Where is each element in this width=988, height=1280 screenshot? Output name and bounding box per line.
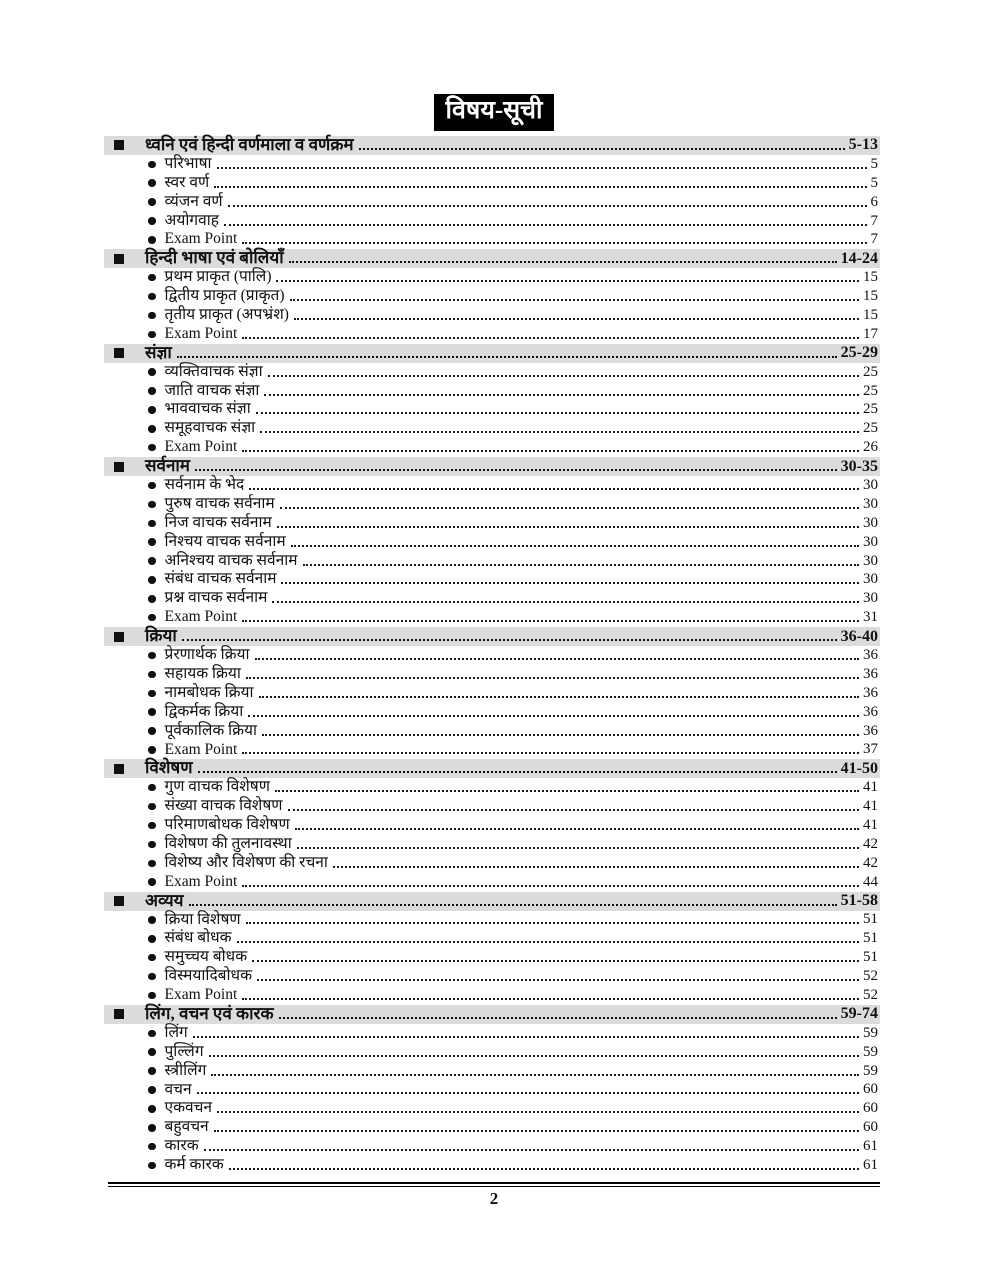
circle-bullet-icon xyxy=(148,501,156,509)
toc-section-row xyxy=(104,344,880,363)
toc-item-label: द्वितीय प्राकृत (प्राकृत) xyxy=(164,287,285,305)
toc-item-label: निश्चय वाचक सर्वनाम xyxy=(164,532,286,550)
circle-bullet-icon xyxy=(148,520,156,528)
toc-item-label: व्यंजन वर्ण xyxy=(164,192,223,210)
toc-item-label: पुरुष वाचक सर्वनाम xyxy=(164,494,275,512)
dotted-leader xyxy=(211,1067,859,1076)
circle-bullet-icon xyxy=(148,878,156,886)
toc-item-row xyxy=(104,476,880,495)
toc-item-page: 26 xyxy=(863,439,878,456)
toc-item-page: 51 xyxy=(863,949,878,966)
toc-item-row xyxy=(104,514,880,533)
dotted-leader xyxy=(177,349,837,358)
circle-bullet-icon xyxy=(148,1162,156,1170)
toc-item-page: 36 xyxy=(863,684,878,701)
toc-item-page: 30 xyxy=(863,552,878,569)
dotted-leader xyxy=(224,217,867,226)
toc-item-page: 30 xyxy=(863,476,878,493)
toc-item-label: द्विकर्मक क्रिया xyxy=(164,702,244,720)
toc-item-page: 6 xyxy=(870,193,878,210)
page-title: विषय-सूची xyxy=(434,94,555,131)
toc-item-page: 7 xyxy=(870,231,878,248)
toc-item-row xyxy=(104,854,880,873)
dotted-leader xyxy=(295,821,859,830)
circle-bullet-icon xyxy=(148,708,156,716)
toc-item-row xyxy=(104,552,880,571)
square-bullet-icon xyxy=(114,632,124,642)
toc-item-row xyxy=(104,835,880,854)
toc-item-label: जाति वाचक संज्ञा xyxy=(164,381,260,399)
toc-item-page: 52 xyxy=(863,968,878,985)
table-of-contents xyxy=(104,136,880,1175)
circle-bullet-icon xyxy=(148,406,156,414)
dotted-leader xyxy=(255,651,860,660)
toc-item-page: 30 xyxy=(863,495,878,512)
toc-item-page: 51 xyxy=(863,930,878,947)
toc-item-page: 7 xyxy=(870,212,878,229)
toc-item-row xyxy=(104,174,880,193)
toc-item-page: 30 xyxy=(863,590,878,607)
circle-bullet-icon xyxy=(148,973,156,981)
toc-item-page: 60 xyxy=(863,1119,878,1136)
dotted-leader xyxy=(197,1085,859,1094)
toc-item-page: 36 xyxy=(863,703,878,720)
toc-item-label: सहायक क्रिया xyxy=(164,664,241,682)
square-bullet-icon xyxy=(114,1009,124,1019)
toc-item-page: 41 xyxy=(863,798,878,815)
toc-section-row xyxy=(104,627,880,646)
dotted-leader xyxy=(259,689,860,698)
circle-bullet-icon xyxy=(148,784,156,792)
circle-bullet-icon xyxy=(148,935,156,943)
toc-item-page: 37 xyxy=(863,741,878,758)
dotted-leader xyxy=(333,859,859,868)
circle-bullet-icon xyxy=(148,803,156,811)
toc-item-label: सर्वनाम के भेद xyxy=(164,476,245,494)
dotted-leader xyxy=(217,160,867,169)
toc-item-label: तृतीय प्राकृत (अपभ्रंश) xyxy=(164,306,289,324)
toc-item-row xyxy=(104,382,880,401)
circle-bullet-icon xyxy=(148,690,156,698)
dotted-leader xyxy=(182,632,837,641)
toc-item-page: 15 xyxy=(863,288,878,305)
dotted-leader xyxy=(275,783,859,792)
dotted-leader xyxy=(189,897,837,906)
toc-item-row xyxy=(104,665,880,684)
toc-item-row xyxy=(104,873,880,892)
toc-item-label: कर्म कारक xyxy=(164,1156,224,1174)
dotted-leader xyxy=(242,745,859,754)
toc-item-row xyxy=(104,948,880,967)
toc-section-pages: 59-74 xyxy=(840,1005,878,1023)
toc-section-row xyxy=(104,457,880,476)
toc-item-page: 25 xyxy=(863,401,878,418)
circle-bullet-icon xyxy=(148,1143,156,1151)
dotted-leader xyxy=(228,198,867,207)
toc-item-label: पूर्वकालिक क्रिया xyxy=(164,721,258,739)
toc-item-label: Exam Point xyxy=(164,324,238,342)
toc-item-label: अयोगवाह xyxy=(164,211,219,229)
dotted-leader xyxy=(279,1010,837,1019)
toc-item-page: 25 xyxy=(863,420,878,437)
dotted-leader xyxy=(252,953,859,962)
dotted-leader xyxy=(291,538,859,547)
toc-item-row xyxy=(104,929,880,948)
toc-section-pages: 14-24 xyxy=(840,249,878,267)
toc-item-row xyxy=(104,797,880,816)
dotted-leader xyxy=(359,141,845,150)
toc-item-row xyxy=(104,533,880,552)
toc-item-row xyxy=(104,212,880,231)
circle-bullet-icon xyxy=(148,198,156,206)
toc-item-label: भाववाचक संज्ञा xyxy=(164,400,251,418)
toc-item-row xyxy=(104,608,880,627)
toc-item-label: Exam Point xyxy=(164,438,238,456)
dotted-leader xyxy=(214,1123,859,1132)
circle-bullet-icon xyxy=(148,274,156,282)
circle-bullet-icon xyxy=(148,614,156,622)
toc-item-page: 42 xyxy=(863,854,878,871)
dotted-leader xyxy=(209,1048,859,1057)
circle-bullet-icon xyxy=(148,1086,156,1094)
toc-item-page: 59 xyxy=(863,1043,878,1060)
toc-item-label: लिंग xyxy=(164,1023,188,1041)
toc-item-row xyxy=(104,325,880,344)
toc-item-page: 60 xyxy=(863,1100,878,1117)
toc-item-page: 25 xyxy=(863,382,878,399)
dotted-leader xyxy=(193,1029,859,1038)
circle-bullet-icon xyxy=(148,538,156,546)
toc-item-label: Exam Point xyxy=(164,986,238,1004)
toc-item-label: विस्मयादिबोधक xyxy=(164,967,252,985)
toc-item-page: 30 xyxy=(863,533,878,550)
dotted-leader xyxy=(217,1104,859,1113)
toc-section-title: अव्यय xyxy=(145,890,184,910)
toc-item-label: प्रथम प्राकृत (पालि) xyxy=(164,268,272,286)
toc-item-row xyxy=(104,1137,880,1156)
toc-item-row xyxy=(104,911,880,930)
circle-bullet-icon xyxy=(148,1030,156,1038)
dotted-leader xyxy=(268,368,859,377)
toc-item-page: 15 xyxy=(863,269,878,286)
dotted-leader xyxy=(204,1142,859,1151)
dotted-leader xyxy=(242,330,859,339)
circle-bullet-icon xyxy=(148,652,156,660)
dotted-leader xyxy=(260,424,859,433)
toc-item-page: 59 xyxy=(863,1024,878,1041)
toc-item-page: 52 xyxy=(863,987,878,1004)
dotted-leader xyxy=(257,972,859,981)
circle-bullet-icon xyxy=(148,576,156,584)
dotted-leader xyxy=(242,613,859,622)
circle-bullet-icon xyxy=(148,822,156,830)
toc-section-pages: 36-40 xyxy=(840,627,878,645)
toc-item-row xyxy=(104,722,880,741)
dotted-leader xyxy=(280,500,859,509)
toc-item-label: समूहवाचक संज्ञा xyxy=(164,419,256,437)
toc-item-page: 41 xyxy=(863,779,878,796)
toc-item-row xyxy=(104,230,880,249)
toc-item-row xyxy=(104,1118,880,1137)
dotted-leader xyxy=(246,915,859,924)
toc-item-page: 36 xyxy=(863,646,878,663)
dotted-leader xyxy=(249,481,859,490)
toc-section-title: हिन्दी भाषा एवं बोलियाँ xyxy=(145,248,284,268)
circle-bullet-icon xyxy=(148,1124,156,1132)
toc-item-label: निज वाचक सर्वनाम xyxy=(164,513,272,531)
toc-item-label: Exam Point xyxy=(164,872,238,890)
toc-section-pages: 30-35 xyxy=(840,457,878,475)
toc-section-title: लिंग, वचन एवं कारक xyxy=(145,1003,274,1023)
circle-bullet-icon xyxy=(148,1048,156,1056)
toc-item-label: परिमाणबोधक विशेषण xyxy=(164,816,290,834)
square-bullet-icon xyxy=(114,896,124,906)
title-container xyxy=(0,94,988,131)
toc-section-pages: 41-50 xyxy=(840,759,878,777)
toc-item-row xyxy=(104,1024,880,1043)
toc-item-row xyxy=(104,778,880,797)
circle-bullet-icon xyxy=(148,727,156,735)
circle-bullet-icon xyxy=(148,425,156,433)
circle-bullet-icon xyxy=(148,368,156,376)
toc-item-page: 61 xyxy=(863,1138,878,1155)
toc-section-pages: 5-13 xyxy=(848,136,878,154)
toc-item-label: स्वर वर्ण xyxy=(164,173,210,191)
toc-item-row xyxy=(104,741,880,760)
toc-item-row xyxy=(104,306,880,325)
dotted-leader xyxy=(248,708,859,717)
toc-item-row xyxy=(104,287,880,306)
square-bullet-icon xyxy=(114,462,124,472)
toc-item-label: संख्या वाचक विशेषण xyxy=(164,797,283,815)
toc-item-row xyxy=(104,703,880,722)
dotted-leader xyxy=(246,670,859,679)
circle-bullet-icon xyxy=(148,954,156,962)
toc-item-label: Exam Point xyxy=(164,740,238,758)
toc-item-row xyxy=(104,986,880,1005)
toc-section-row xyxy=(104,249,880,268)
circle-bullet-icon xyxy=(148,312,156,320)
toc-item-row xyxy=(104,1081,880,1100)
toc-item-row xyxy=(104,268,880,287)
dotted-leader xyxy=(195,462,837,471)
toc-item-label: पुल्लिंग xyxy=(164,1042,204,1060)
toc-item-label: कारक xyxy=(164,1137,199,1155)
circle-bullet-icon xyxy=(148,387,156,395)
toc-item-row xyxy=(104,816,880,835)
toc-item-page: 36 xyxy=(863,722,878,739)
dotted-leader xyxy=(303,557,860,566)
toc-section-row xyxy=(104,892,880,911)
toc-item-label: Exam Point xyxy=(164,608,238,626)
toc-section-row xyxy=(104,759,880,778)
dotted-leader xyxy=(264,387,859,396)
dotted-leader xyxy=(198,764,837,773)
dotted-leader xyxy=(272,594,859,603)
toc-item-page: 41 xyxy=(863,817,878,833)
circle-bullet-icon xyxy=(148,1105,156,1113)
toc-section-title: संज्ञा xyxy=(145,342,172,362)
toc-item-page: 59 xyxy=(863,1062,878,1079)
dotted-leader xyxy=(229,1161,859,1170)
dotted-leader xyxy=(256,405,859,414)
dotted-leader xyxy=(277,519,859,528)
dotted-leader xyxy=(297,840,859,849)
circle-bullet-icon xyxy=(148,557,156,565)
toc-item-row xyxy=(104,155,880,174)
dotted-leader xyxy=(242,443,859,452)
toc-section-title: ध्वनि एवं हिन्दी वर्णमाला व वर्णक्रम xyxy=(145,135,354,154)
toc-section-title: क्रिया xyxy=(145,626,177,646)
circle-bullet-icon xyxy=(148,444,156,452)
dotted-leader xyxy=(281,575,859,584)
toc-item-label: विशेषण की तुलनावस्था xyxy=(164,834,292,852)
toc-item-label: क्रिया विशेषण xyxy=(164,910,241,928)
toc-item-page: 61 xyxy=(863,1157,878,1174)
toc-item-row xyxy=(104,419,880,438)
dotted-leader xyxy=(289,254,837,263)
toc-item-page: 51 xyxy=(863,911,878,928)
toc-item-label: प्रेरणार्थक क्रिया xyxy=(164,646,250,664)
circle-bullet-icon xyxy=(148,916,156,924)
footer-divider xyxy=(108,1182,880,1187)
circle-bullet-icon xyxy=(148,671,156,679)
square-bullet-icon xyxy=(114,254,124,264)
toc-item-row xyxy=(104,1062,880,1081)
circle-bullet-icon xyxy=(148,992,156,1000)
circle-bullet-icon xyxy=(148,595,156,603)
circle-bullet-icon xyxy=(148,1067,156,1075)
dotted-leader xyxy=(294,311,859,320)
toc-item-page: 17 xyxy=(863,325,878,342)
toc-item-label: गुण वाचक विशेषण xyxy=(164,778,270,796)
toc-item-label: व्यक्तिवाचक संज्ञा xyxy=(164,362,263,380)
toc-item-page: 44 xyxy=(863,873,878,890)
toc-item-label: नामबोधक क्रिया xyxy=(164,683,254,701)
toc-item-label: स्त्रीलिंग xyxy=(164,1061,207,1079)
circle-bullet-icon xyxy=(148,860,156,868)
toc-item-label: संबंध बोधक xyxy=(164,929,232,947)
toc-item-page: 30 xyxy=(863,514,878,531)
dotted-leader xyxy=(237,934,859,943)
footer-page-number: 2 xyxy=(489,1189,499,1208)
toc-item-row xyxy=(104,363,880,382)
toc-item-label: परिभाषा xyxy=(164,154,212,172)
toc-item-label: समुच्चय बोधक xyxy=(164,948,248,966)
square-bullet-icon xyxy=(114,764,124,774)
dotted-leader xyxy=(242,235,866,244)
toc-item-page: 5 xyxy=(870,155,878,172)
dotted-leader xyxy=(276,273,859,282)
toc-item-page: 25 xyxy=(863,363,878,380)
circle-bullet-icon xyxy=(148,482,156,490)
toc-section-title: सर्वनाम xyxy=(145,456,190,476)
toc-item-label: प्रश्न वाचक सर्वनाम xyxy=(164,589,268,607)
toc-item-row xyxy=(104,589,880,608)
square-bullet-icon xyxy=(114,348,124,358)
circle-bullet-icon xyxy=(148,841,156,849)
toc-section-pages: 51-58 xyxy=(840,892,878,910)
circle-bullet-icon xyxy=(148,179,156,187)
toc-item-row xyxy=(104,495,880,514)
toc-item-label: एकवचन xyxy=(164,1099,213,1117)
toc-item-row xyxy=(104,570,880,589)
circle-bullet-icon xyxy=(148,293,156,301)
toc-item-page: 5 xyxy=(870,174,878,191)
circle-bullet-icon xyxy=(148,331,156,339)
toc-item-row xyxy=(104,967,880,986)
dotted-leader xyxy=(288,802,859,811)
toc-item-page: 15 xyxy=(863,306,878,323)
dotted-leader xyxy=(290,292,860,301)
toc-item-row xyxy=(104,193,880,212)
dotted-leader xyxy=(214,179,866,188)
circle-bullet-icon xyxy=(148,161,156,169)
toc-item-page: 42 xyxy=(863,835,878,852)
toc-item-row xyxy=(104,1043,880,1062)
toc-item-label: Exam Point xyxy=(164,230,238,248)
toc-item-label: अनिश्चय वाचक सर्वनाम xyxy=(164,551,298,569)
toc-section-row xyxy=(104,136,880,155)
toc-item-row xyxy=(104,646,880,665)
toc-item-row xyxy=(104,684,880,703)
toc-item-page: 31 xyxy=(863,609,878,626)
toc-item-row xyxy=(104,1156,880,1175)
toc-item-row xyxy=(104,438,880,457)
circle-bullet-icon xyxy=(148,217,156,225)
toc-section-row xyxy=(104,1005,880,1024)
toc-item-row xyxy=(104,400,880,419)
circle-bullet-icon xyxy=(148,236,156,244)
toc-section-title: विशेषण xyxy=(145,758,193,778)
dotted-leader xyxy=(262,727,859,736)
toc-item-label: वचन xyxy=(164,1080,192,1098)
toc-item-page: 60 xyxy=(863,1081,878,1098)
toc-item-label: बहुवचन xyxy=(164,1118,209,1136)
toc-section-pages: 25-29 xyxy=(840,344,878,362)
circle-bullet-icon xyxy=(148,746,156,754)
toc-item-page: 36 xyxy=(863,665,878,682)
toc-item-label: संबंध वाचक सर्वनाम xyxy=(164,570,277,588)
toc-item-page: 30 xyxy=(863,571,878,588)
dotted-leader xyxy=(242,991,859,1000)
dotted-leader xyxy=(242,878,859,887)
square-bullet-icon xyxy=(114,140,124,150)
toc-item-label: विशेष्य और विशेषण की रचना xyxy=(164,853,328,871)
toc-item-row xyxy=(104,1099,880,1118)
